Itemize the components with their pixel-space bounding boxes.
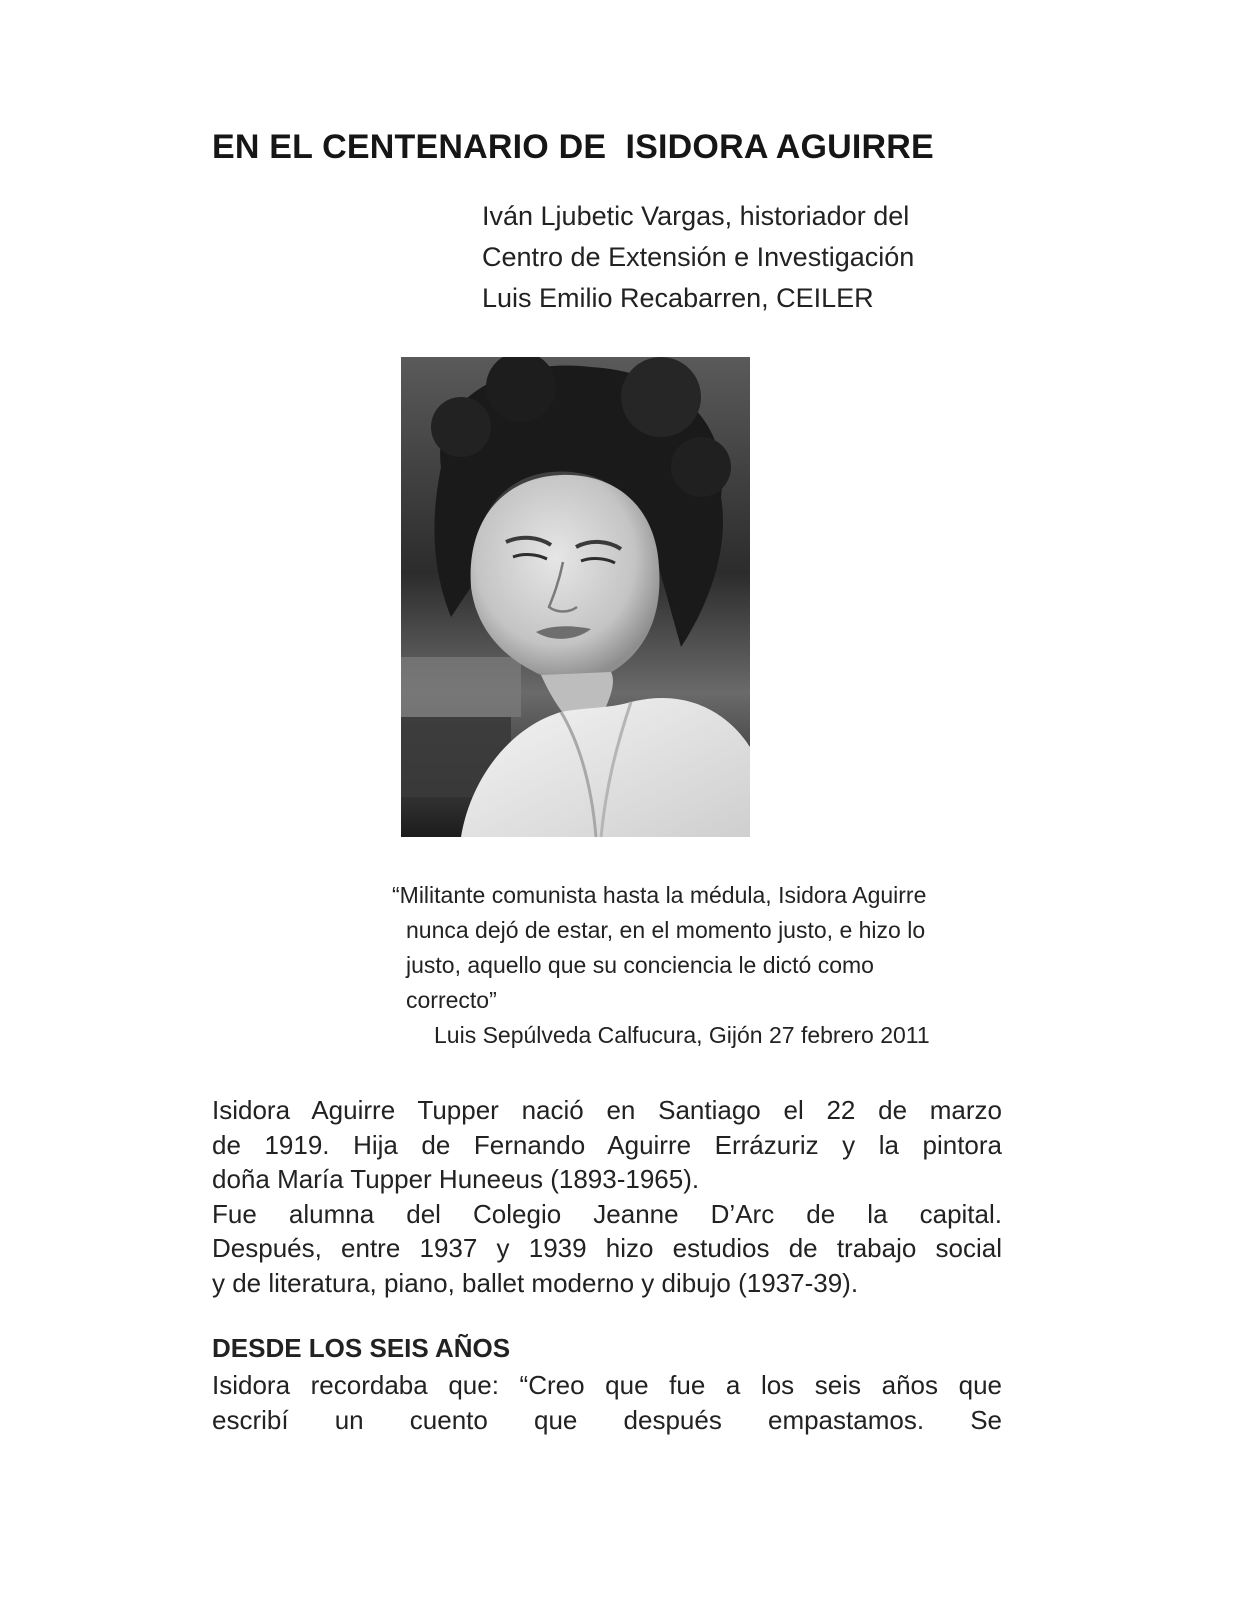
byline-line: Centro de Extensión e Investigación xyxy=(482,242,915,272)
quote-line: correcto” xyxy=(406,987,497,1013)
portrait-photo xyxy=(401,357,750,837)
paragraph-line: Isidora Aguirre Tupper nació en Santiago el 22 de marzo xyxy=(212,1095,1002,1125)
article-title: EN EL CENTENARIO DE ISIDORA AGUIRRE xyxy=(212,128,934,166)
quote-line: justo, aquello que su conciencia le dictó como xyxy=(406,952,874,978)
paragraph-line: doña María Tupper Huneeus (1893-1965). xyxy=(212,1164,700,1194)
epigraph-quote xyxy=(392,878,1012,1053)
paragraph-line: Isidora recordaba que: “Creo que fue a los seis años que xyxy=(212,1370,1002,1400)
paragraph-line: Fue alumna del Colegio Jeanne D’Arc de la capital. xyxy=(212,1198,1002,1229)
quote-line: “Militante comunista hasta la médula, Isidora Aguirre xyxy=(392,882,927,908)
byline-line: Luis Emilio Recabarren, CEILER xyxy=(482,283,874,313)
paragraph-line: y de literatura, piano, ballet moderno y dibujo (1937-39). xyxy=(212,1267,859,1298)
paragraph-line: Después, entre 1937 y 1939 hizo estudios de trabajo social xyxy=(212,1233,1002,1263)
section-heading: DESDE LOS SEIS AÑOS xyxy=(212,1333,511,1363)
author-byline xyxy=(482,196,1002,319)
quote-attribution: Luis Sepúlveda Calfucura, Gijón 27 febrero 2011 xyxy=(434,1022,930,1048)
quote-line: nunca dejó de estar, en el momento justo, e hizo lo xyxy=(406,917,926,943)
byline-line: Iván Ljubetic Vargas, historiador del xyxy=(482,201,910,231)
section-paragraph xyxy=(212,1368,1002,1437)
biography-paragraph xyxy=(212,1093,1002,1300)
paragraph-line: de 1919. Hija de Fernando Aguirre Errázuriz y la pintora xyxy=(212,1129,1002,1160)
paragraph-line: escribí un cuento que después empastamos. Se xyxy=(212,1404,1002,1435)
